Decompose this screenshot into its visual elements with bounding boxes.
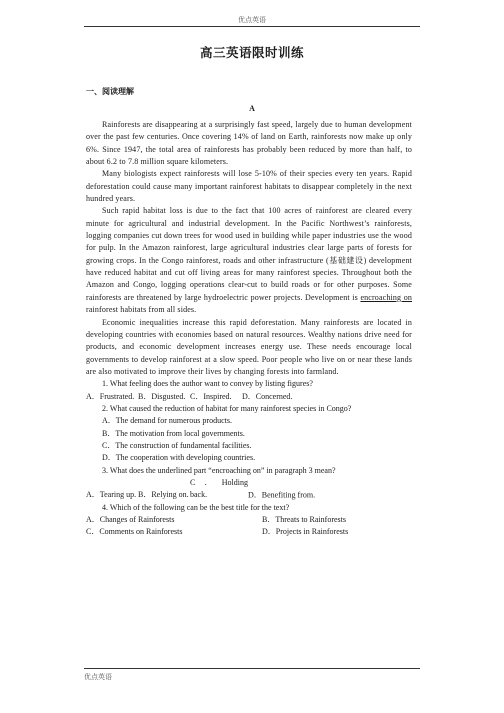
paragraph-2: Many biologists expect rainforests will lose 5-10% of their species every ten years. Rapid deforestation could cause many important rainforest habitats to disappear completely in the next hundred years. bbox=[86, 169, 412, 204]
footer-divider bbox=[84, 668, 420, 669]
underlined-phrase: encroaching on bbox=[360, 292, 412, 302]
option-d[interactable]: D．The cooperation with developing countries. bbox=[102, 453, 256, 463]
option-a[interactable]: A．Frustrated. bbox=[86, 391, 135, 401]
question-options bbox=[86, 477, 412, 502]
option-b[interactable]: B．Relying on. bbox=[138, 490, 189, 500]
question-2 bbox=[86, 403, 412, 465]
question-4 bbox=[86, 502, 412, 539]
option-d[interactable]: D．Projects in Rainforests bbox=[262, 527, 349, 537]
option-c[interactable]: C．Comments on Rainforests bbox=[86, 527, 183, 537]
question-options bbox=[86, 514, 412, 539]
paragraph-3 bbox=[86, 205, 412, 316]
paragraph-1: Rainforests are disappearing at a surprisingly fast speed, largely due to human development over the past few centuries. Once covering 14% of land on Earth, rainforests now make up only 6%. Since 1947, the total area of rainforests has probably been reduced by more than half, to about 6.2 to 7.8 million square kilometers. bbox=[86, 120, 412, 167]
passage-label: A bbox=[249, 104, 255, 113]
option-b[interactable]: B．Disgusted. bbox=[138, 391, 186, 401]
page-title: 高三英语限时训练 bbox=[199, 45, 304, 60]
passage-body bbox=[86, 119, 412, 539]
page-header: 优点英语 bbox=[238, 16, 266, 24]
option-a[interactable]: A．The demand for numerous products. bbox=[102, 416, 232, 426]
question-stem: 3. What does the underlined part “encroaching on” in paragraph 3 mean? bbox=[102, 465, 336, 475]
page-footer: 优点英语 bbox=[84, 673, 112, 681]
paragraph-4: Economic inequalities increase this rapid deforestation. Many rainforests are located in developing countries with economies based on natural resources. Wealthy nations drive need for products, and economic development increases energy use. These needs encourage local governments to develop rainforest at a slow speed. Poor people who live on or near these lands are also motivated to improve their lives by changing forests into farmland. bbox=[86, 317, 412, 376]
question-1 bbox=[86, 378, 412, 403]
question-stem: 2. What caused the reduction of habitat for many rainforest species in Congo? bbox=[102, 403, 352, 413]
question-stem: 1. What feeling does the author want to convey by listing figures? bbox=[102, 379, 313, 389]
option-c[interactable]: C．The construction of fundamental facilities. bbox=[102, 440, 252, 450]
question-3 bbox=[86, 465, 412, 502]
option-b[interactable]: B．The motivation from local governments. bbox=[102, 428, 245, 438]
option-a[interactable]: A．Changes of Rainforests bbox=[86, 515, 175, 524]
option-a[interactable]: A．Tearing up. bbox=[86, 490, 137, 500]
question-options bbox=[86, 391, 412, 403]
section-heading: 一、阅读理解 bbox=[86, 87, 134, 96]
option-c[interactable]: C．Inspired. bbox=[190, 391, 232, 401]
option-c[interactable]: C．Holding back. bbox=[190, 477, 248, 500]
question-stem: 4. Which of the following can be the best title for the text? bbox=[102, 502, 290, 512]
header-divider bbox=[84, 26, 420, 27]
option-d[interactable]: D．Benefiting from. bbox=[248, 490, 316, 500]
paragraph-3-tail: rainforest habitats from all sides. bbox=[86, 305, 197, 315]
option-b[interactable]: B．Threats to Rainforests bbox=[262, 515, 346, 524]
paragraph-3-text: Such rapid habitat loss is due to the fact that 100 acres of rainforest are cleared every minute for agricultural and industrial development. In the Pacific Northwest’s rainforests, logging companies cut down trees for wood used in building while paper industries use the wood for pulp. In the Amazon rainforest, large agricultural industries clear large parts of forests for growing crops. In the Congo rainforest, roads and other infrastructure (基础建设) development have reduced habitat and cut off living areas for many rainforest species. Throughout both the Amazon and Congo, logging operations clear-cut to build roads or for other purposes. Some rainforests are threatened by large hydroelectric power projects. Development is bbox=[86, 206, 412, 302]
option-d[interactable]: D．Concerned. bbox=[242, 391, 293, 401]
